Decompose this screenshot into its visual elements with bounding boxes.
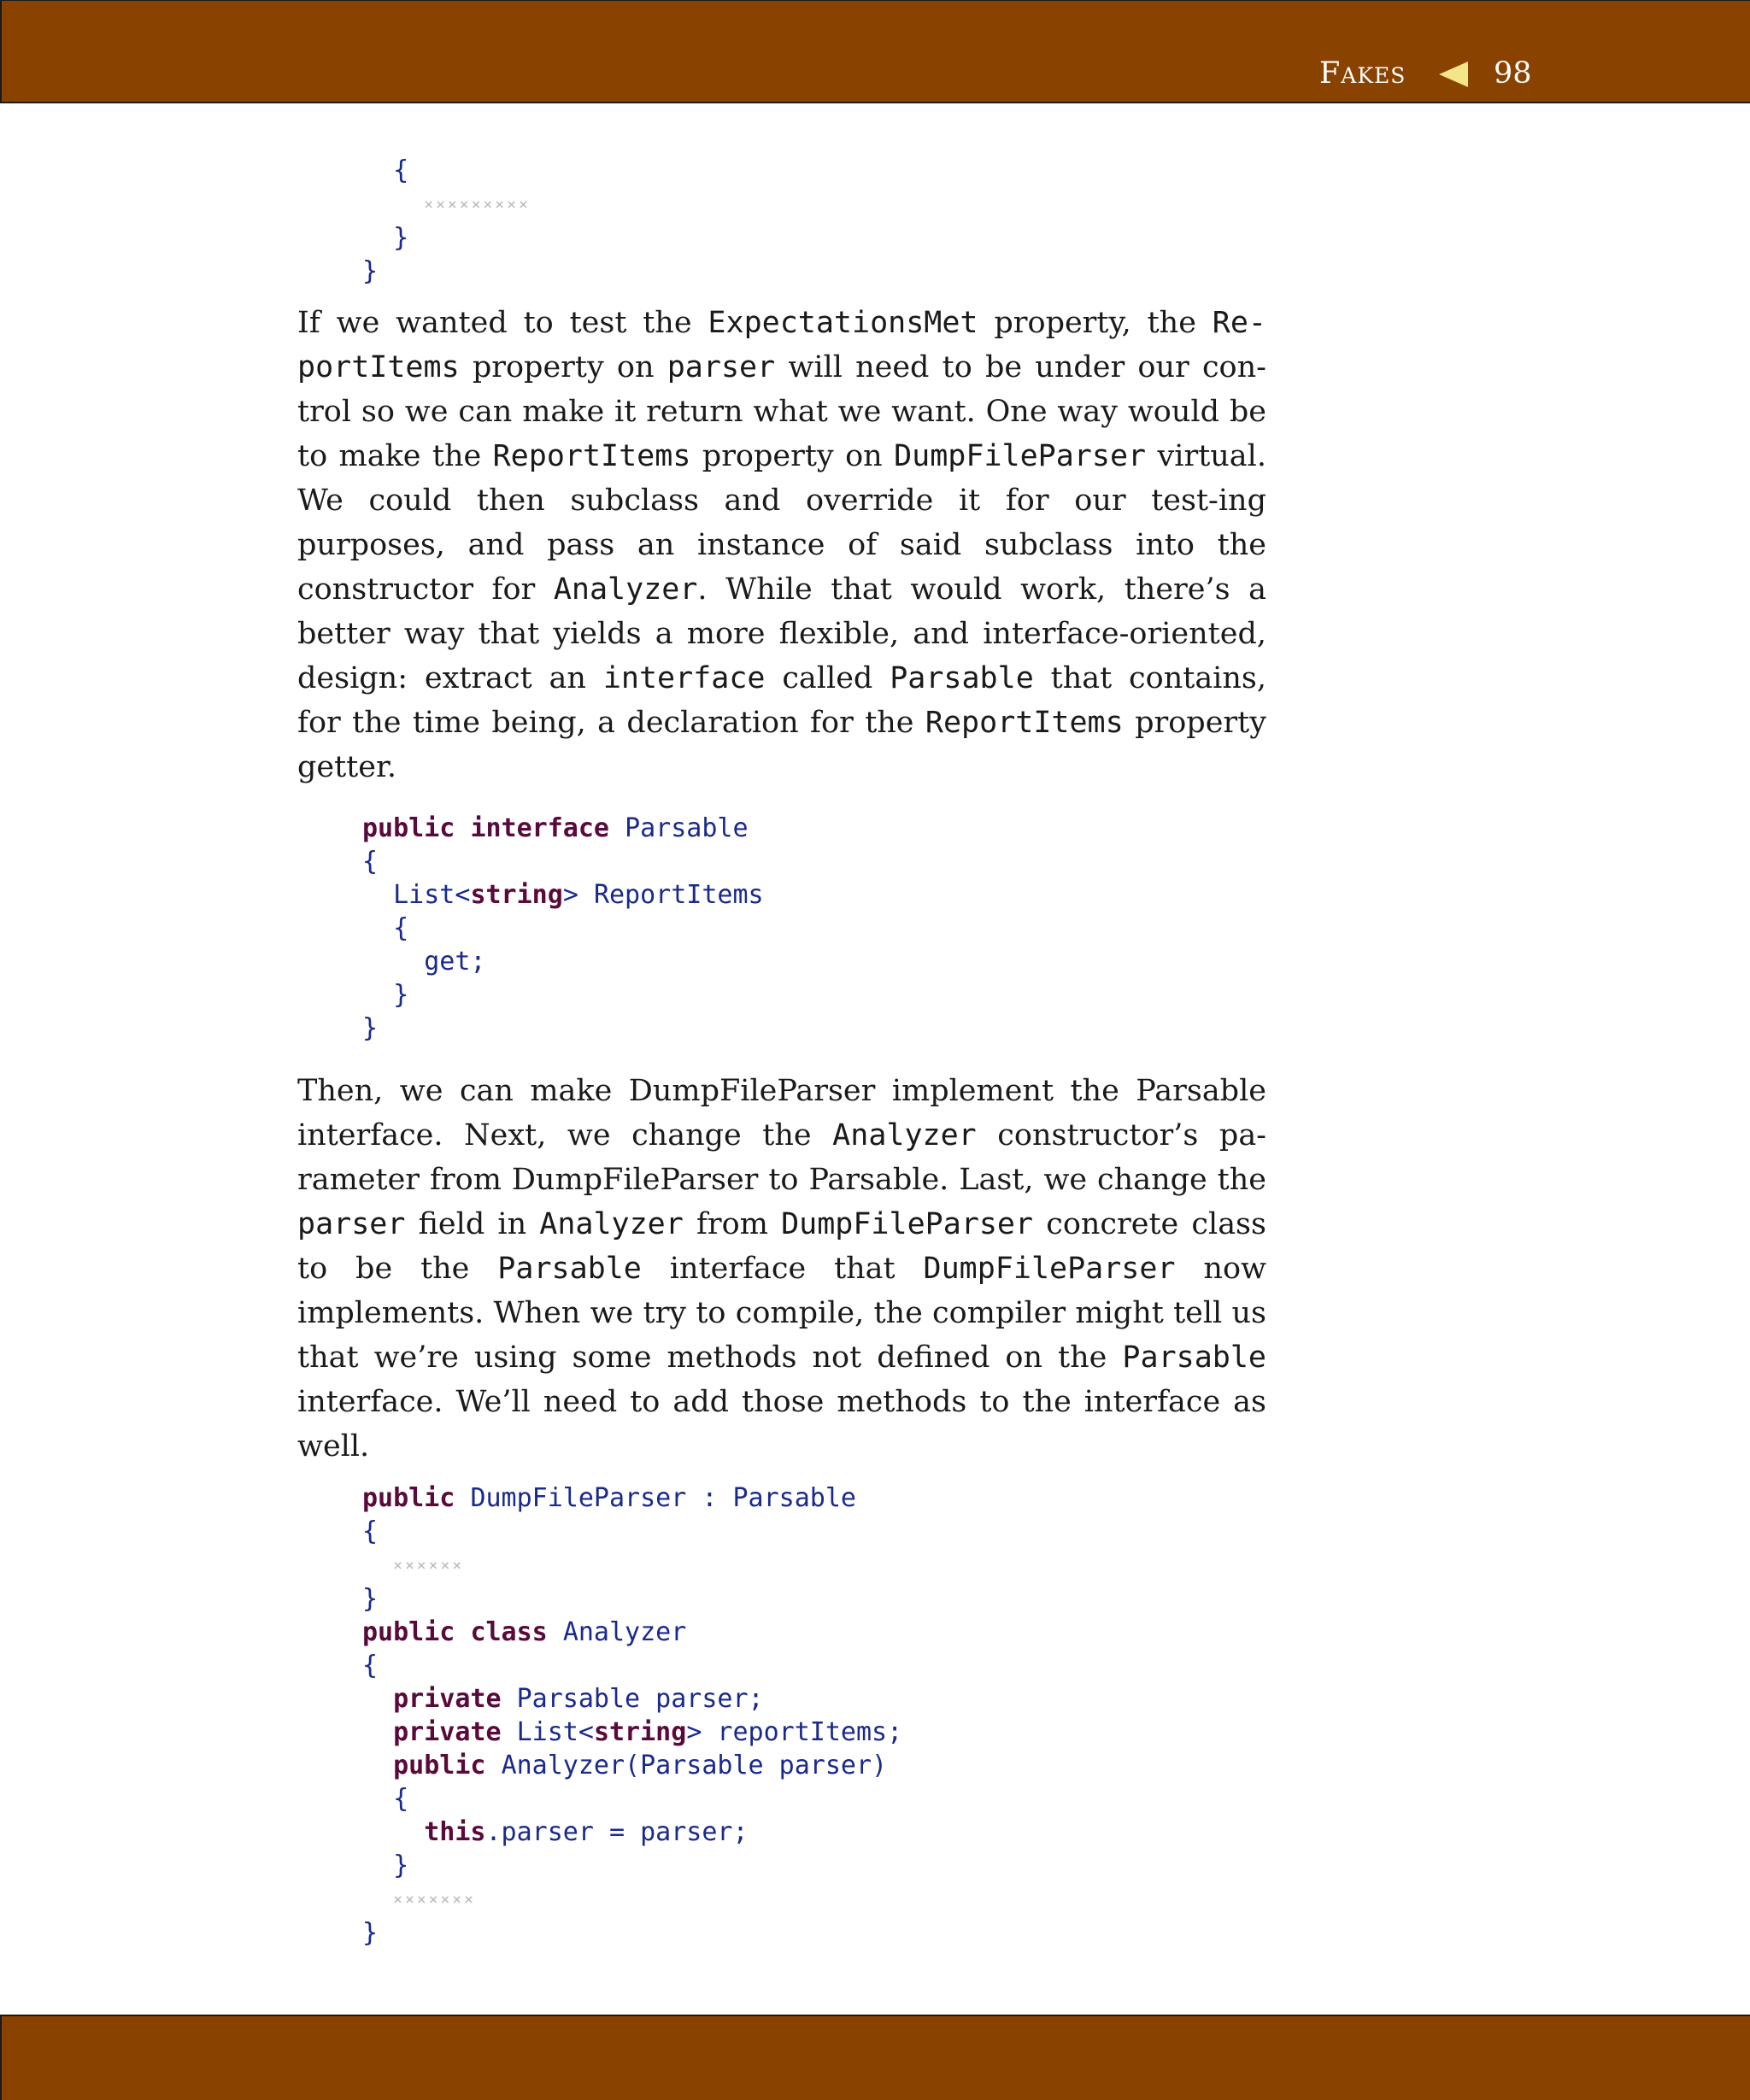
section-title: Fakes	[1319, 56, 1406, 91]
footer-bar	[0, 2015, 1750, 2100]
inline-code: DumpFileParser	[923, 1252, 1176, 1286]
paragraph-1: If we wanted to test the ExpectationsMet property, the Re-portItems property on parser will need to be under our con-trol so we can make it return what we want. One way would be to make the ReportItems property on DumpFileParser virtual. We could then subclass and override it for our test-ing purposes, and pass an instance of said subclass into the constructor for Analyzer. While that would work, there’s a better way that yields a more flexible, and interface-oriented, design: extract an interface called Parsable that contains, for the time being, a declaration for the ReportItems property getter.	[297, 306, 1267, 784]
inline-code: ReportItems	[492, 439, 691, 473]
inline-code: interface	[602, 661, 766, 695]
inline-code: Analyzer	[553, 572, 698, 607]
elided-code: ×××××××××	[424, 196, 531, 214]
paragraph-2: Then, we can make DumpFileParser implement the Parsable interface. Next, we change the Analyzer constructor’s pa-rameter from DumpFileParser to Parsable. Last, we change the parser field in Analyzer from DumpFileParser concrete class to be the Parsable interface that DumpFileParser now implements. When we try to compile, the compiler might tell us that we’re using some methods not defined on the Parsable interface. We’ll need to add those methods to the interface as well.	[297, 1074, 1267, 1464]
inline-code: parser	[297, 1207, 406, 1241]
code-block-implementation: public DumpFileParser : Parsable { ×××××× } public class Analyzer { private Parsable parser; private List<string> reportItems; public Analyzer(Parsable parser) { this.parser = parser; } ××××××× }	[362, 1483, 903, 1948]
inline-code: DumpFileParser	[781, 1207, 1034, 1241]
inline-code: ReportItems	[925, 706, 1124, 740]
inline-code: Analyzer	[832, 1118, 977, 1153]
inline-code: Parsable	[890, 661, 1034, 695]
inline-code: Re-portItems	[297, 306, 1266, 384]
inline-code: Parsable	[497, 1252, 642, 1286]
elided-code: ××××××	[393, 1557, 465, 1575]
back-arrow-icon[interactable]	[1439, 62, 1468, 87]
code-block-interface: public interface Parsable { List<string> ReportItems { get; } }	[362, 813, 764, 1043]
inline-code: Analyzer	[539, 1207, 684, 1241]
inline-code: DumpFileParser	[894, 439, 1147, 473]
inline-code: parser	[667, 350, 776, 384]
page-number: 98	[1494, 56, 1532, 91]
code-block-top: { ××××××××× } }	[362, 155, 531, 286]
inline-code: Parsable	[1122, 1340, 1266, 1375]
inline-code: ExpectationsMet	[708, 306, 978, 340]
header-bar	[0, 0, 1750, 103]
elided-code: ×××××××	[393, 1891, 476, 1909]
